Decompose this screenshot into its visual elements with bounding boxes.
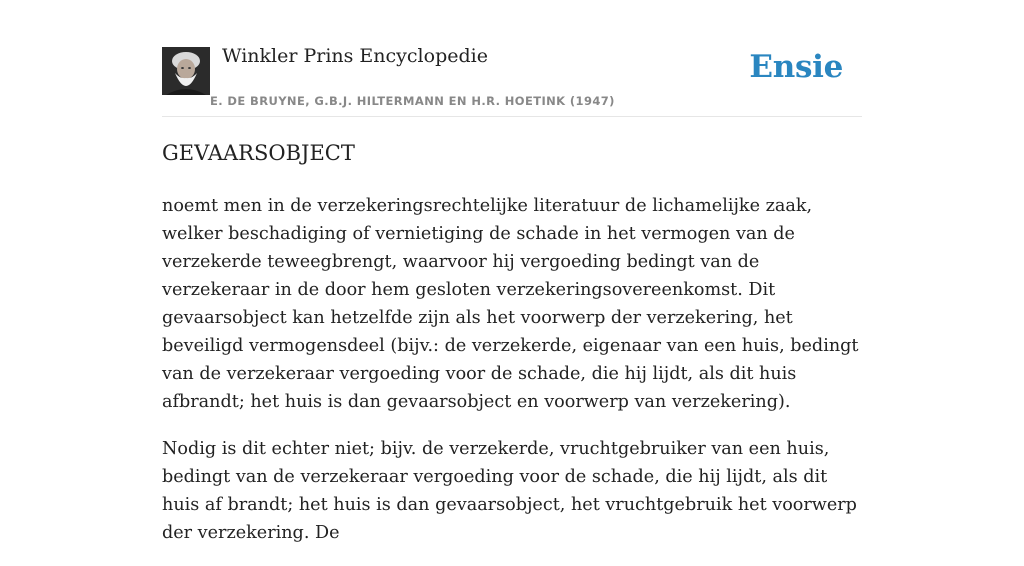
author-avatar[interactable] (162, 47, 210, 95)
brand-logo[interactable]: Ensie (749, 49, 843, 85)
source-header (162, 0, 862, 117)
entry-paragraph: Nodig is dit echter niet; bijv. de verzekerde, vruchtgebruiker van een huis, bedingt van de verzekeraar vergoeding voor de schade, die hij lijdt, als dit huis af brandt; het huis is dan gevaarsobject, het vruchtgebruik het voorwerp der verzekering. De (162, 439, 857, 543)
entry-title: GEVAARSOBJECT (162, 141, 355, 165)
entry-paragraph: noemt men in de verzekeringsrechtelijke literatuur de lichamelijke zaak, welker beschadiging of vernietiging de schade in het vermogen van de verzekerde teweegbrengt, waarvoor hij vergoeding bedingt van de verzekeraar in de door hem gesloten verzekeringsovereenkomst. Dit gevaarsobject kan hetzelfde zijn als het voorwerp der verzekering, het beveiligd vermogensdeel (bijv.: de verzekerde, eigenaar van een huis, bedingt van de verzekeraar vergoeding voor de schade, die hij lijdt, als dit huis afbrandt; het huis is dan gevaarsobject en voorwerp van verzekering). (162, 196, 859, 412)
content-container (162, 0, 862, 543)
source-title-link[interactable]: Winkler Prins Encyclopedie (222, 45, 488, 67)
portrait-icon (162, 47, 210, 95)
source-authors: E. DE BRUYNE, G.B.J. HILTERMANN EN H.R. HOETINK (1947) (210, 94, 615, 108)
entry-body (162, 192, 862, 566)
